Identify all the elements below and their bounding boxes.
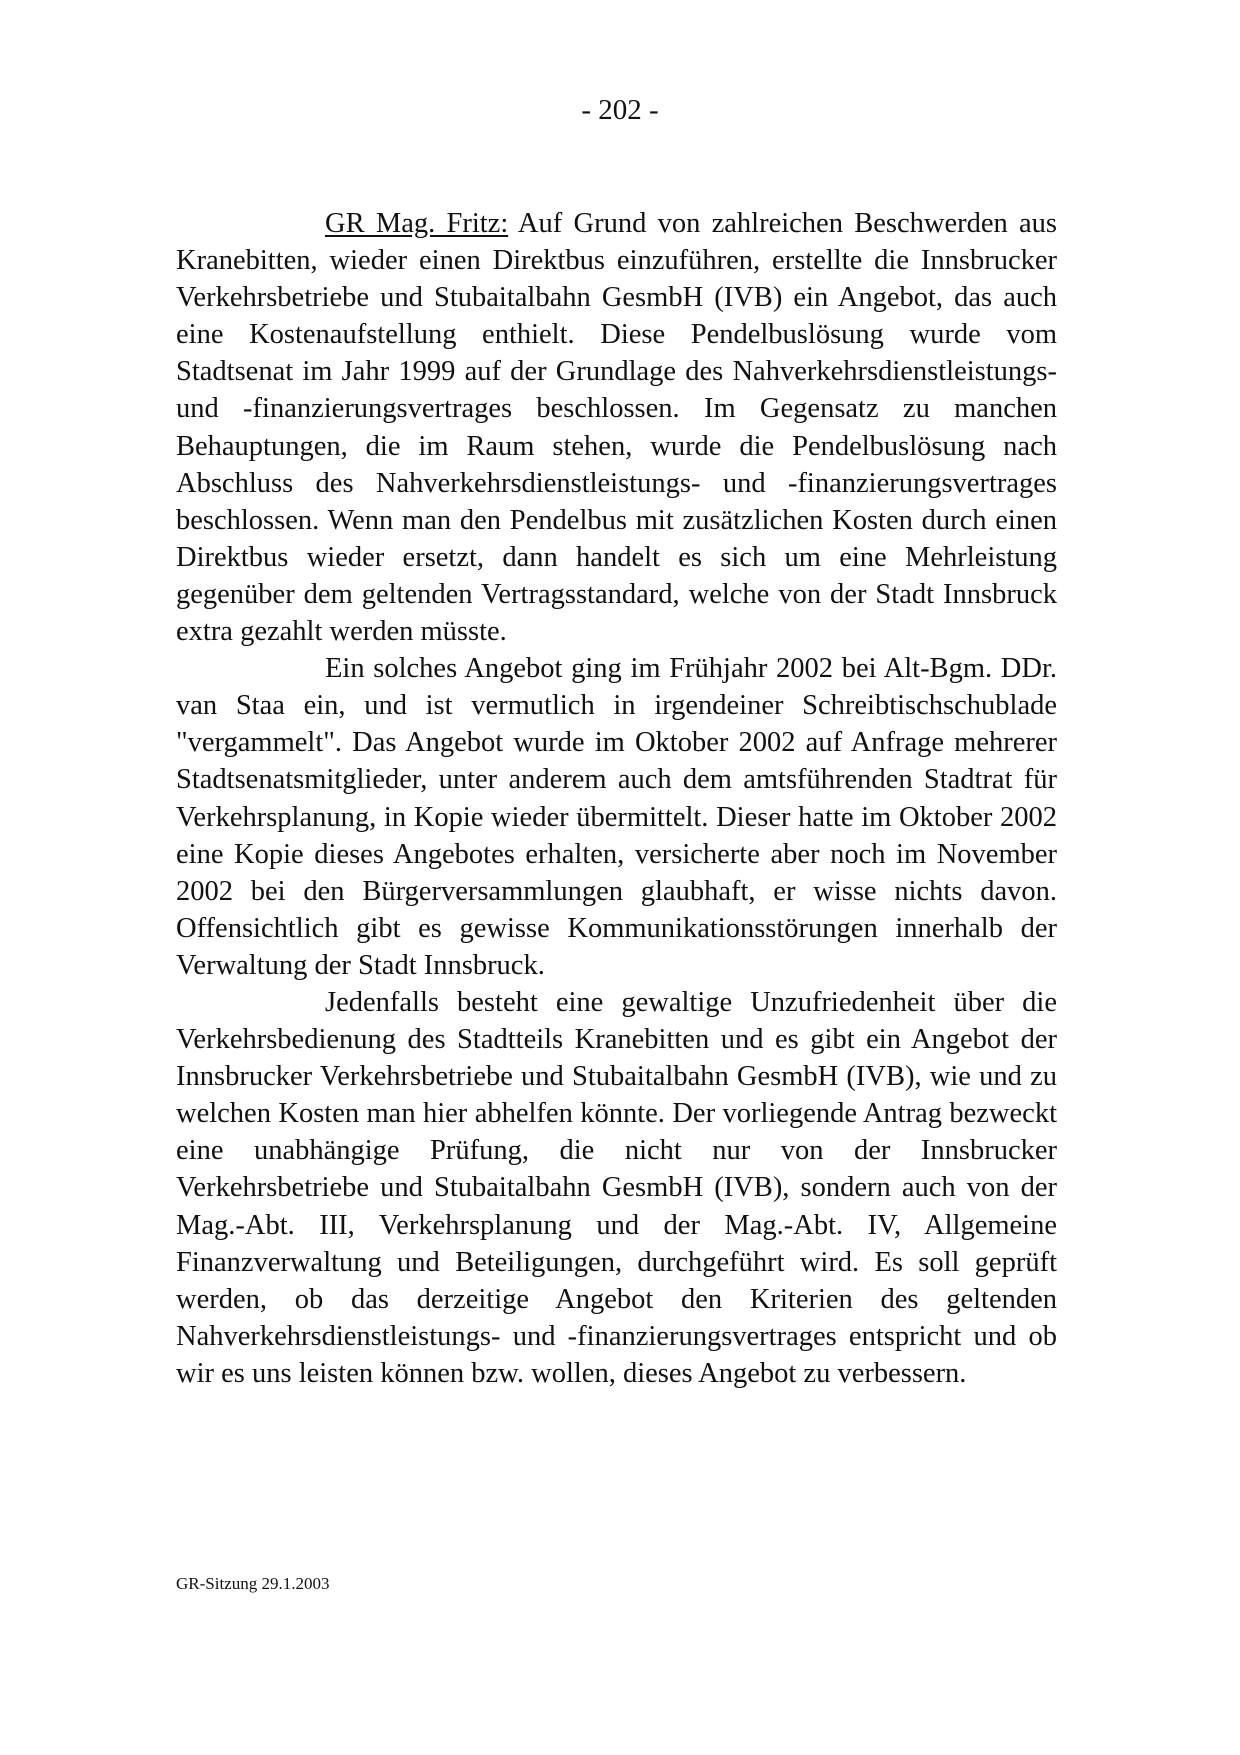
page-number: - 202 -: [581, 94, 659, 126]
paragraph-1-text: Auf Grund von zahlreichen Beschwerden aus Kranebitten, wieder einen Direktbus einzuführen, erstellte die Innsbrucker Verkehrsbetriebe und Stubaitalbahn GesmbH (IVB) ein Angebot, das auch eine Kostenaufstellung enthielt. Diese Pendelbuslösung wurde vom Stadtsenat im Jahr 1999 auf der Grundlage des Nahverkehrsdienstleistungs- und -finanzierungsvertrages beschlossen. Im Gegensatz zu manchen Behauptungen, die im Raum stehen, wurde die Pendelbuslösung nach Abschluss des Nahverkehrsdienstleistungs- und -finanzierungsvertrages beschlossen. Wenn man den Pendelbus mit zusätzlichen Kosten durch einen Direktbus wieder ersetzt, dann handelt es sich um eine Mehrleistung gegenüber dem geltenden Vertragsstandard, welche von der Stadt Innsbruck extra gezahlt werden müsste.: [176, 208, 1057, 648]
document-body: [176, 205, 1057, 1392]
paragraph-3: Jedenfalls besteht eine gewaltige Unzufriedenheit über die Verkehrsbedienung des Stadtteils Kranebitten und es gibt ein Angebot der Innsbrucker Verkehrsbetriebe und Stubaitalbahn GesmbH (IVB), wie und zu welchen Kosten man hier abhelfen könnte. Der vorliegende Antrag bezweckt eine unabhängige Prüfung, die nicht nur von der Innsbrucker Verkehrsbetriebe und Stubaitalbahn GesmbH (IVB), sondern auch von der Mag.-Abt. III, Verkehrsplanung und der Mag.-Abt. IV, Allgemeine Finanzverwaltung und Beteiligungen, durchgeführt wird. Es soll geprüft werden, ob das derzeitige Angebot den Kriterien des geltenden Nahverkehrsdienstleistungs- und -finanzierungsvertrages entspricht und ob wir es uns leisten können bzw. wollen, dieses Angebot zu verbessern.: [176, 986, 1057, 1389]
speaker-name: GR Mag. Fritz:: [325, 208, 509, 239]
footer-session-date: GR-Sitzung 29.1.2003: [176, 1574, 330, 1593]
paragraph-1: [176, 205, 1057, 650]
paragraph-2: Ein solches Angebot ging im Frühjahr 2002 bei Alt-Bgm. DDr. van Staa ein, und ist vermutlich in irgendeiner Schreibtischschublade "vergammelt". Das Angebot wurde im Oktober 2002 auf Anfrage mehrerer Stadtsenatsmitglieder, unter anderem auch dem amtsführenden Stadtrat für Verkehrsplanung, in Kopie wieder übermittelt. Dieser hatte im Oktober 2002 eine Kopie dieses Angebotes erhalten, versicherte aber noch im November 2002 bei den Bürgerversammlungen glaubhaft, er wisse nichts davon. Offensichtlich gibt es gewisse Kommunikationsstörungen innerhalb der Verwaltung der Stadt Innsbruck.: [176, 653, 1057, 981]
